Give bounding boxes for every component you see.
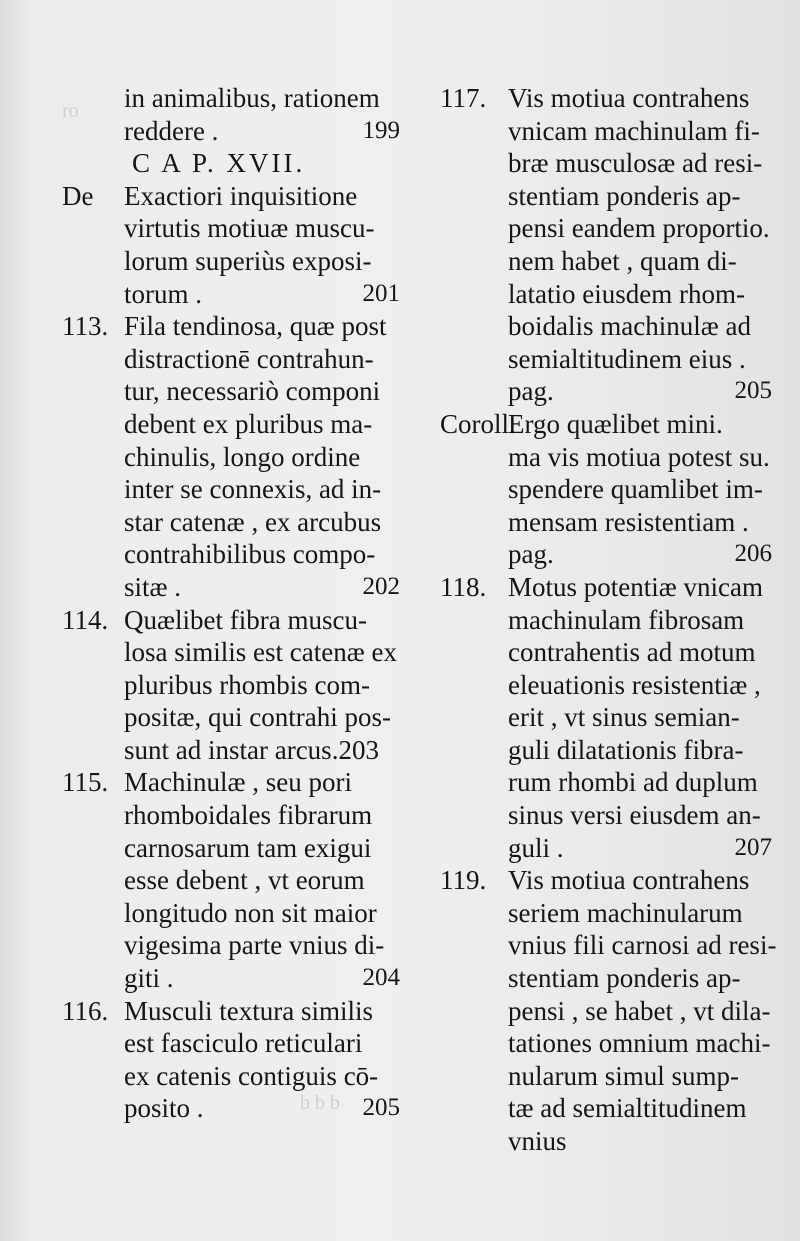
entry-text: tationes omnium machi- <box>508 1028 771 1059</box>
index-line <box>62 441 410 474</box>
index-line <box>440 506 792 539</box>
entry-text: distractionē contrahun- <box>124 343 374 374</box>
entry-text: pensi , se habet , vt dila- <box>508 995 771 1026</box>
entry-text: rum rhombi ad duplum <box>508 767 758 798</box>
index-line <box>440 343 792 376</box>
entry-number: 116. <box>62 995 109 1026</box>
index-line <box>440 604 792 637</box>
entry-text: pluribus rhombis com- <box>124 669 370 700</box>
entry-text: reddere . <box>124 115 219 146</box>
entry-text: tæ ad semialtitudinem <box>508 1093 747 1124</box>
entry-number: 117. <box>440 83 487 113</box>
chapter-heading: C A P. XVII. <box>132 148 306 179</box>
entry-text: est fasciculo reticulari <box>124 1028 363 1059</box>
entry-text: ex catenis contiguis cō- <box>124 1060 379 1091</box>
index-line <box>440 147 792 180</box>
index-line <box>62 245 410 278</box>
index-line <box>440 180 792 213</box>
index-line <box>440 929 792 962</box>
index-line <box>440 473 792 506</box>
index-line <box>440 278 792 311</box>
entry-text: torum . <box>124 278 202 309</box>
index-line <box>62 375 410 408</box>
entry-text: nularum simul sump- <box>508 1060 739 1091</box>
index-line <box>62 799 410 832</box>
index-line <box>440 1092 792 1125</box>
entry-text: longitudo non sit maior <box>124 897 377 928</box>
entry-text: Machinulæ , seu pori <box>124 767 352 798</box>
index-line <box>62 538 410 571</box>
index-line <box>62 929 410 962</box>
entry-number: 113. <box>62 311 109 342</box>
entry-text: seriem machinularum <box>508 897 743 928</box>
index-line <box>440 864 792 897</box>
index-line <box>62 212 410 245</box>
index-line <box>440 766 792 799</box>
entry-number: De <box>62 180 94 211</box>
page-reference: 207 <box>734 833 772 861</box>
entry-text: ma vis motiua potest su. <box>508 441 770 472</box>
entry-number: 114. <box>62 604 109 635</box>
entry-text: posito . <box>124 1093 204 1124</box>
index-line <box>62 669 410 702</box>
page-reference: 206 <box>734 540 772 568</box>
entry-text: rhomboidales fibrarum <box>124 800 373 831</box>
index-line <box>440 1125 792 1158</box>
entry-text: pag. <box>508 376 554 407</box>
index-line <box>440 995 792 1028</box>
index-line <box>62 473 410 506</box>
page-reference: 205 <box>362 1094 400 1122</box>
index-line <box>440 441 792 474</box>
index-line <box>62 278 410 311</box>
index-line <box>440 962 792 995</box>
index-line <box>62 310 410 343</box>
entry-text: Vis motiua contrahens <box>508 83 750 113</box>
index-line <box>440 636 792 669</box>
entry-text: debent ex pluribus ma- <box>124 408 373 439</box>
entry-text: Exactiori inquisitione <box>124 180 358 211</box>
index-line <box>62 734 410 767</box>
index-line <box>440 701 792 734</box>
entry-text: vnius fili carnosi ad resi- <box>508 930 777 961</box>
index-line <box>62 1092 410 1125</box>
index-line <box>62 571 410 604</box>
index-line <box>440 408 792 441</box>
entry-text: in animalibus, rationem <box>124 83 380 113</box>
entry-text: nem habet , quam di- <box>508 245 737 276</box>
index-line <box>62 1060 410 1093</box>
page-reference: 201 <box>362 279 400 307</box>
index-line <box>440 245 792 278</box>
entry-text: lorum superiùs exposi- <box>124 245 372 276</box>
entry-text: contrahentis ad motum <box>508 637 756 668</box>
index-column-left <box>62 82 410 1125</box>
entry-text: giti . <box>124 963 174 994</box>
entry-text: guli dilatationis fibra- <box>508 734 744 765</box>
index-line <box>62 408 410 441</box>
entry-text: inter se connexis, ad in- <box>124 474 382 505</box>
index-column-right <box>440 82 792 1158</box>
entry-text: Musculi textura similis <box>124 995 373 1026</box>
index-line <box>62 604 410 637</box>
entry-text: stentiam ponderis ap- <box>508 180 741 211</box>
entry-text: guli . <box>508 832 564 863</box>
index-line <box>440 897 792 930</box>
entry-text: vnicam machinulam fi- <box>508 115 760 146</box>
index-line <box>62 636 410 669</box>
index-line <box>62 1027 410 1060</box>
index-line <box>62 343 410 376</box>
index-line <box>440 799 792 832</box>
entry-text: virtutis motiuæ muscu- <box>124 213 375 244</box>
page-reference: 202 <box>362 572 400 600</box>
entry-text: Ergo quælibet mini. <box>508 408 723 439</box>
entry-text: vigesima parte vnius di- <box>124 930 385 961</box>
entry-text: bræ musculosæ ad resi- <box>508 148 763 179</box>
show-through-text: ro <box>62 100 79 122</box>
entry-text: positæ, qui contrahi pos- <box>124 702 391 733</box>
entry-text: carnosarum tam exigui <box>124 832 372 863</box>
entry-text: boidalis machinulæ ad <box>508 311 751 342</box>
entry-text: tur, necessariò componi <box>124 376 381 407</box>
entry-text: pensi eandem proportio. <box>508 213 770 244</box>
entry-number: Coroll. <box>440 408 516 439</box>
index-line <box>62 701 410 734</box>
entry-text: sunt ad instar arcus.203 <box>124 734 379 765</box>
index-line <box>62 962 410 995</box>
show-through-text: b b b <box>300 1092 340 1114</box>
index-line <box>62 864 410 897</box>
entry-text: latatio eiusdem rhom- <box>508 278 745 309</box>
entry-text: eleuationis resistentiæ , <box>508 669 761 700</box>
index-line <box>440 571 792 604</box>
entry-number: 118. <box>440 571 487 602</box>
entry-text: mensam resistentiam . <box>508 506 749 537</box>
entry-text: losa similis est catenæ ex <box>124 637 397 668</box>
entry-text: pag. <box>508 539 554 570</box>
entry-text: vnius <box>508 1126 567 1156</box>
index-line <box>440 734 792 767</box>
entry-text: star catenæ , ex arcubus <box>124 506 382 537</box>
index-line <box>440 375 792 408</box>
index-line <box>62 995 410 1028</box>
index-line <box>440 82 792 115</box>
index-line <box>62 506 410 539</box>
index-line <box>62 82 410 115</box>
index-line <box>440 212 792 245</box>
index-line <box>62 147 410 180</box>
entry-text: chinulis, longo ordine <box>124 441 361 472</box>
index-line <box>440 538 792 571</box>
index-line <box>440 832 792 865</box>
entry-number: 115. <box>62 767 109 798</box>
index-line <box>62 180 410 213</box>
entry-text: machinulam fibrosam <box>508 604 745 635</box>
index-line <box>62 897 410 930</box>
entry-text: spendere quamlibet im- <box>508 474 763 505</box>
index-line <box>62 115 410 148</box>
index-line <box>62 832 410 865</box>
entry-text: contrahibilibus compo- <box>124 539 376 570</box>
index-line <box>440 115 792 148</box>
entry-text: Motus potentiæ vnicam <box>508 571 763 602</box>
index-line <box>440 1027 792 1060</box>
entry-text: sitæ . <box>124 571 182 602</box>
page-reference: 204 <box>362 964 400 992</box>
entry-text: Quælibet fibra muscu- <box>124 604 367 635</box>
entry-text: Fila tendinosa, quæ post <box>124 311 387 342</box>
index-line <box>440 1060 792 1093</box>
entry-text: sinus versi eiusdem an- <box>508 800 761 831</box>
index-line <box>440 310 792 343</box>
entry-text: semialtitudinem eius . <box>508 343 746 374</box>
entry-text: stentiam ponderis ap- <box>508 963 741 994</box>
index-line <box>440 669 792 702</box>
index-line <box>62 766 410 799</box>
entry-number: 119. <box>440 865 487 896</box>
entry-text: erit , vt sinus semian- <box>508 702 740 733</box>
entry-text: Vis motiua contrahens <box>508 865 750 896</box>
entry-text: esse debent , vt eorum <box>124 865 365 896</box>
page-reference: 199 <box>362 116 400 144</box>
page-reference: 205 <box>734 377 772 405</box>
